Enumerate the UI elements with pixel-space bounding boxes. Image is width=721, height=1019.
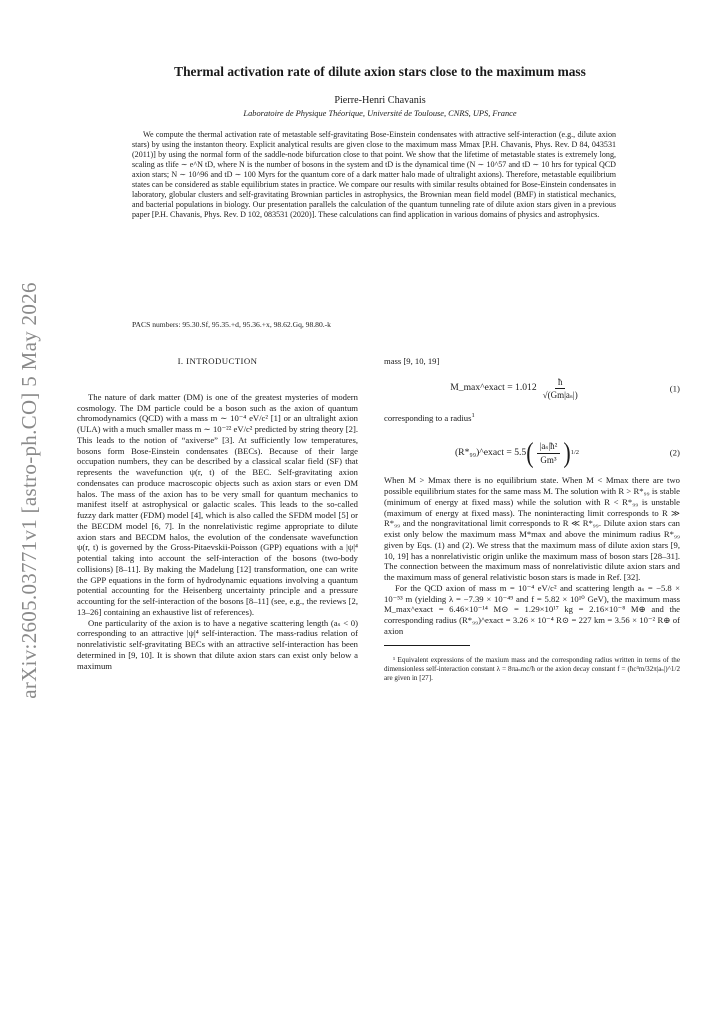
eq2-close-paren: )	[563, 436, 571, 469]
eq1-numerator: ħ	[555, 377, 566, 390]
eq1-number: (1)	[669, 383, 680, 394]
paper-title: Thermal activation rate of dilute axion stars close to the maximum mass	[174, 64, 586, 79]
eq2-number: (2)	[669, 448, 680, 458]
right-mid-text: corresponding to a radius	[384, 412, 472, 423]
eq1-lhs: M_max^exact = 1.012	[450, 382, 537, 394]
right-paragraph-2: For the QCD axion of mass m = 10⁻⁴ eV/c² and scattering length aₛ = −5.8 × 10⁻⁵³ m (yielding λ = −7.39 × 10⁻⁴⁹ and f = 5.82 × 10¹⁰ GeV), the maximum mass M_max^exact = 6.46×10⁻¹⁴ M⊙ = 1.29×10¹⁷ kg = 2.16×10⁻⁸ M⊕ and the corresponding radius (R*₉₉)^exact = 3.26 × 10⁻⁴ R⊙ = 227 km = 3.56 × 10⁻² R⊕ of axion	[384, 582, 680, 636]
eq2-denominator: Gm³	[540, 454, 557, 465]
equation-2	[384, 431, 680, 475]
eq1-denominator: √(Gm|aₛ|)	[542, 390, 578, 401]
paper-author: Pierre-Henri Chavanis	[334, 95, 426, 106]
footnote-1: ¹ Equivalent expressions of the maxium mass and the corresponding radius written in terms of the dimensionless self-interaction constant λ = 8πaₛmc/ħ or the axion decay constant f = (ħc³m/32π|aₛ|)^1/2 are given in [27].	[384, 655, 680, 682]
author-affiliation: Laboratoire de Physique Théorique, Université de Toulouse, CNRS, UPS, France	[243, 109, 517, 118]
intro-paragraph-2: One particularity of the axion is to have a negative scattering length (aₛ < 0) corresponding to an attractive |ψ|⁴ self-interaction. The mass-radius relation of nonrelativistic self-gravitating BECs with an attractive self-interaction has been determined in [9, 10]. It is shown that dilute axion stars can exist only below a maximum	[77, 617, 358, 671]
eq2-open-paren: (	[526, 436, 534, 469]
arxiv-stamp-text: arXiv:2605.03771v1 [astro-ph.CO] 5 May 2026	[16, 282, 41, 699]
equation-1	[384, 367, 680, 411]
arxiv-identifier-stamp	[14, 0, 44, 1019]
footnote-rule	[384, 645, 470, 646]
left-column	[77, 356, 358, 671]
abstract: We compute the thermal activation rate of metastable self-gravitating Bose-Einstein condensates with attractive self-interaction (e.g., dilute axion stars) by using the instanton theory. Explicit analytical results are given close to the maximum mass Mmax [P.H. Chavanis, Phys. Rev. D 84, 043531 (2011)] by using the normal form of the saddle-node bifurcation close to that point. We show that the lifetime of metastable states is extremely long, scaling as tlife ∼ e^N tD, where N is the number of bosons in the system and tD is the dynamical time (N ∼ 10^57 and tD ∼ 10 hrs for typical QCD axion stars; N ∼ 10^96 and tD ∼ 100 Myrs for the quantum core of a dark matter halo made of ultralight axions). Therefore, metastable equilibrium states can be considered as stable equilibrium states in practice. We compare our results with similar results obtained for Bose-Einstein condensates in laboratory, globular clusters and self-gravitating Brownian particles in astrophysics, the Brownian mean field model (BMF) in statistical mechanics, and bacterial populations in biology. Our presentation parallels the calculation of the quantum tunneling rate of dilute axion stars given in a previous paper [P.H. Chavanis, Phys. Rev. D 102, 083531 (2020)]. These calculations can find application in various domains of physics and astrophysics.	[132, 130, 616, 220]
intro-paragraph-1: The nature of dark matter (DM) is one of the greatest mysteries of modern cosmology. The DM particle could be a boson such as the axion of quantum chromodynamics (QCD) with a mass m ∼ 10⁻⁴ eV/c² [1] or an ultralight axion (ULA) with a much smaller mass m ∼ 10⁻²² eV/c² predicted by string theory [2]. This leads to the notion of “axiverse” [3]. At sufficiently low temperatures, bosons form Bose-Einstein condensates (BECs). Because of their large occupation numbers, they can be described by a classical scalar field (SF) that represents the wavefunction ψ(r, t) of the BEC. Self-gravitating axion condensates can produce macroscopic objects such as axion stars or even DM halos. The mass of the axion has to be very small for quantum mechanics to manifest itself at astrophysical or galactic scales. This leads to the so-called fuzzy dark matter (FDM) model [4], which is also called the SFDM model [5] or the BECDM model [6, 7]. In the nonrelativistic regime appropriate to dilute axion stars and BECDM halos, the evolution of the condensate wavefunction ψ(r, t) is governed by the Gross-Pitaevskii-Poisson (GPP) equations with a |ψ|⁴ potential taking into account the self-interaction of the bosons (two-body collisions) [8–11]. By making the Madelung [12] transformation, one can write the GPP equations in the form of hydrodynamic equations involving a quantum potential accounting for the Heisenberg uncertainty principle and a pressure accounting for the self-interaction of the bosons [8–11] (see, e.g., the reviews [2, 13–26] containing an exhaustive list of references).	[77, 391, 358, 617]
eq2-fraction	[537, 441, 561, 466]
section-heading-introduction: I. INTRODUCTION	[177, 356, 258, 366]
eq2-numerator: |aₛ|ħ²	[537, 441, 561, 454]
pacs-numbers: PACS numbers: 95.30.Sf, 95.35.+d, 95.36.+x, 98.62.Gq, 98.80.-k	[132, 320, 331, 329]
footnote-mark: 1	[471, 411, 475, 419]
eq2-lhs: (R*₉₉)^exact = 5.5	[454, 447, 527, 458]
eq1-fraction	[540, 377, 581, 402]
eq2-exponent: 1/2	[570, 449, 580, 456]
right-paragraph-1: When M > Mmax there is no equilibrium state. When M < Mmax there are two possible equilibrium states for the same mass M. The solution with R > R*₉₉ is stable (minimum of energy at fixed mass) while the solution with R < R*₉₉ is unstable (maximum of energy at fixed mass). The noninteracting limit corresponds to R ≫ R*₉₉ and the nongravitational limit corresponds to R ≪ R*₉₉. Dilute axion stars can exist only below the maximum mass M*max and above the minimum radius R*₉₉ given by Eqs. (1) and (2). We stress that the maximum mass of dilute axion stars [9, 10, 19] has a nonrelativistic origin unlike the maximum mass of boson stars [28–31]. The connection between the maximum mass of nonrelativistic dilute axion stars and the maximum mass of general relativistic boson stars is made in Ref. [32].	[384, 475, 680, 583]
right-lead-text: mass [9, 10, 19]	[384, 356, 440, 366]
right-column	[384, 356, 680, 683]
